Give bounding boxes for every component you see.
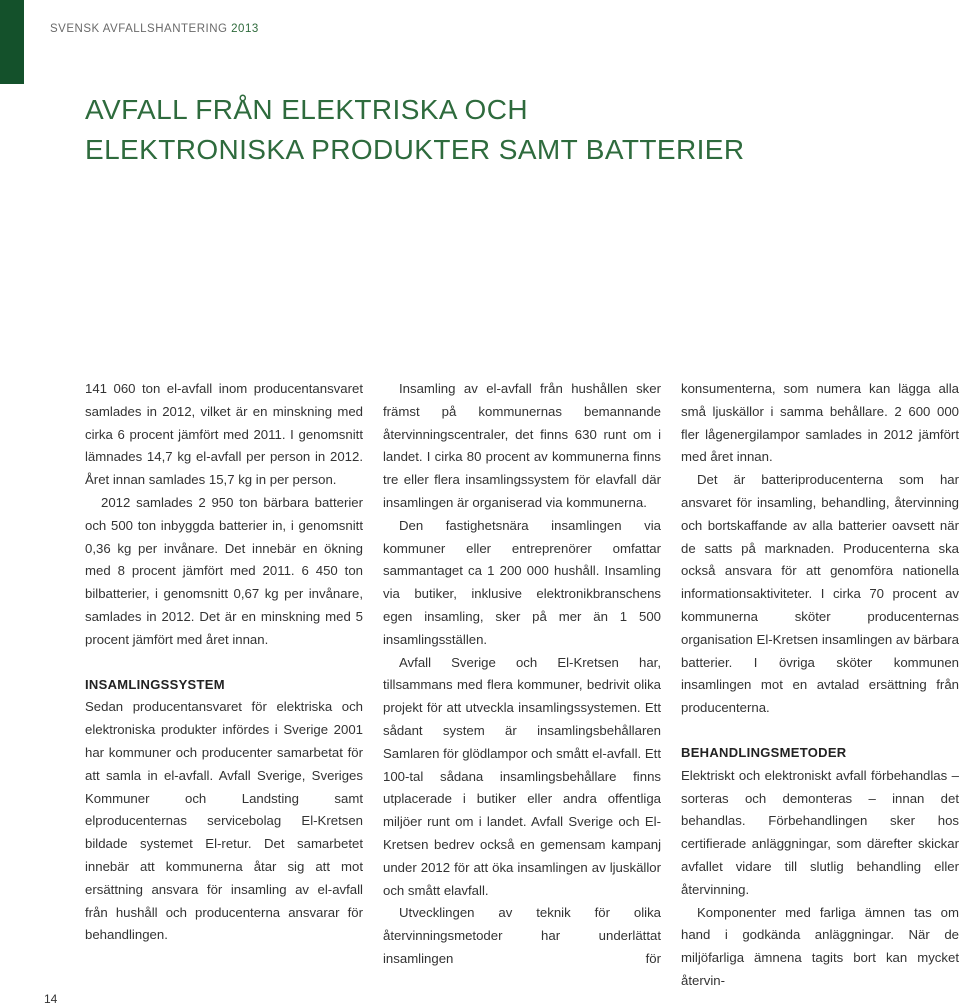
publication-name: SVENSK AVFALLSHANTERING	[50, 23, 228, 35]
text-column-3	[681, 378, 959, 993]
green-accent-bar	[0, 0, 24, 84]
text-column-1	[85, 378, 363, 947]
paragraph: Avfall Sverige och El-Kretsen har, tillsammans med flera kommuner, bedrivit olika projekt för att utveckla insamlingssystemen. Ett sådant system är insamlingsbehållaren Samlaren för glödlampor och smått el-avfall. Ett 100-tal sådana insamlingsbehållare finns utplacerade i butiker eller andra offentliga miljöer runt om i landet. Avfall Sverige och El-Kretsen bedrev också en gemensam kampanj under 2012 för att öka insamlingen av ljuskällor och smått elavfall.	[383, 654, 661, 898]
section-heading-insamlingssystem: INSAMLINGSSYSTEM	[85, 676, 225, 692]
paragraph: Det är batteriproducenterna som har ansvaret för insamling, behandling, återvinning och bortskaffande av alla batterier oavsett när de satts på marknaden. Producenterna ska också ansvara för att genomföra nationella informationsaktiviteter. I cirka 70 procent av kommunerna sköter producenternas organisation El-Kretsen insamlingen av bärbara batterier. I övriga sköter kommunen insamlingen mot en avtalad ersättning från producenterna.	[681, 472, 959, 716]
paragraph: 141 060 ton el-avfall inom producentansvaret samlades in 2012, vilket är en minskning med cirka 6 procent jämfört med 2011. I genomsnitt lämnades 14,7 kg el-avfall per person in 2012. Året innan samlades 15,7 kg in per person.	[85, 381, 363, 488]
title-line-2: ELEKTRONISKA PRODUKTER SAMT BATTERIER	[85, 134, 745, 165]
paragraph: Komponenter med farliga ämnen tas om hand i godkända anläggningar. När de miljöfarliga ämnena tagits bort kan mycket återvin-	[681, 904, 959, 988]
page-number: 14	[44, 992, 58, 1006]
paragraph: Den fastighetsnära insamlingen via kommuner eller entreprenörer omfattar sammantaget ca 1 200 000 hushåll. Insamling via butiker, inklusive elektronikbranschens egen insamling, sker på mer än 1 500 insamlingsställen.	[383, 517, 661, 647]
paragraph: 2012 samlades 2 950 ton bärbara batterier och 500 ton inbyggda batterier in, i genomsnitt 0,36 kg per invånare. Det innebär en ökning med 8 procent jämfört med 2011. 6 450 ton bilbatterier, i genomsnitt 0,67 kg per invånare, samlades in 2012. Det är en minskning med 5 procent jämfört med året innan.	[85, 494, 363, 647]
running-header	[50, 23, 259, 35]
paragraph: Elektriskt och elektroniskt avfall förbehandlas – sorteras och demonteras – innan det behandlas. Förbehandlingen sker hos certifierade anläggningar, som därefter skickar avfallet vidare till slutlig behandling eller återvinning.	[681, 767, 959, 897]
text-column-2	[383, 378, 661, 971]
paragraph: Insamling av el-avfall från hushållen sker främst på kommunernas bemannande återvinningscentraler, det finns 630 runt om i landet. I cirka 80 procent av kommunerna finns tre eller flera insamlingssystem för elavfall där insamlingen är organiserad via kommunerna.	[383, 381, 661, 510]
paragraph: konsumenterna, som numera kan lägga alla små ljuskällor i samma behållare. 2 600 000 fler lågenergilampor samlades in 2012 jämfört med året innan.	[681, 381, 959, 465]
page-title	[85, 90, 744, 170]
section-heading-behandlingsmetoder: BEHANDLINGSMETODER	[681, 744, 847, 760]
publication-year: 2013	[231, 23, 259, 35]
paragraph: Sedan producentansvaret för elektriska och elektroniska produkter infördes i Sverige 2001 har kommuner och producenter samarbetat för att samla in el-avfall. Avfall Sverige, Sveriges Kommuner och Landsting samt elproducenternas servicebolag El-Kretsen bildade systemet El-retur. Det samarbetet innebär att kommunerna åtar sig att mot ersättning ansvara för insamling av el-avfall från hushåll och producenterna ansvarar för behandlingen.	[85, 699, 363, 943]
title-line-1: AVFALL FRÅN ELEKTRISKA OCH	[85, 94, 528, 125]
paragraph: Utvecklingen av teknik för olika återvinningsmetoder har underlättat insamlingen för	[383, 905, 661, 966]
